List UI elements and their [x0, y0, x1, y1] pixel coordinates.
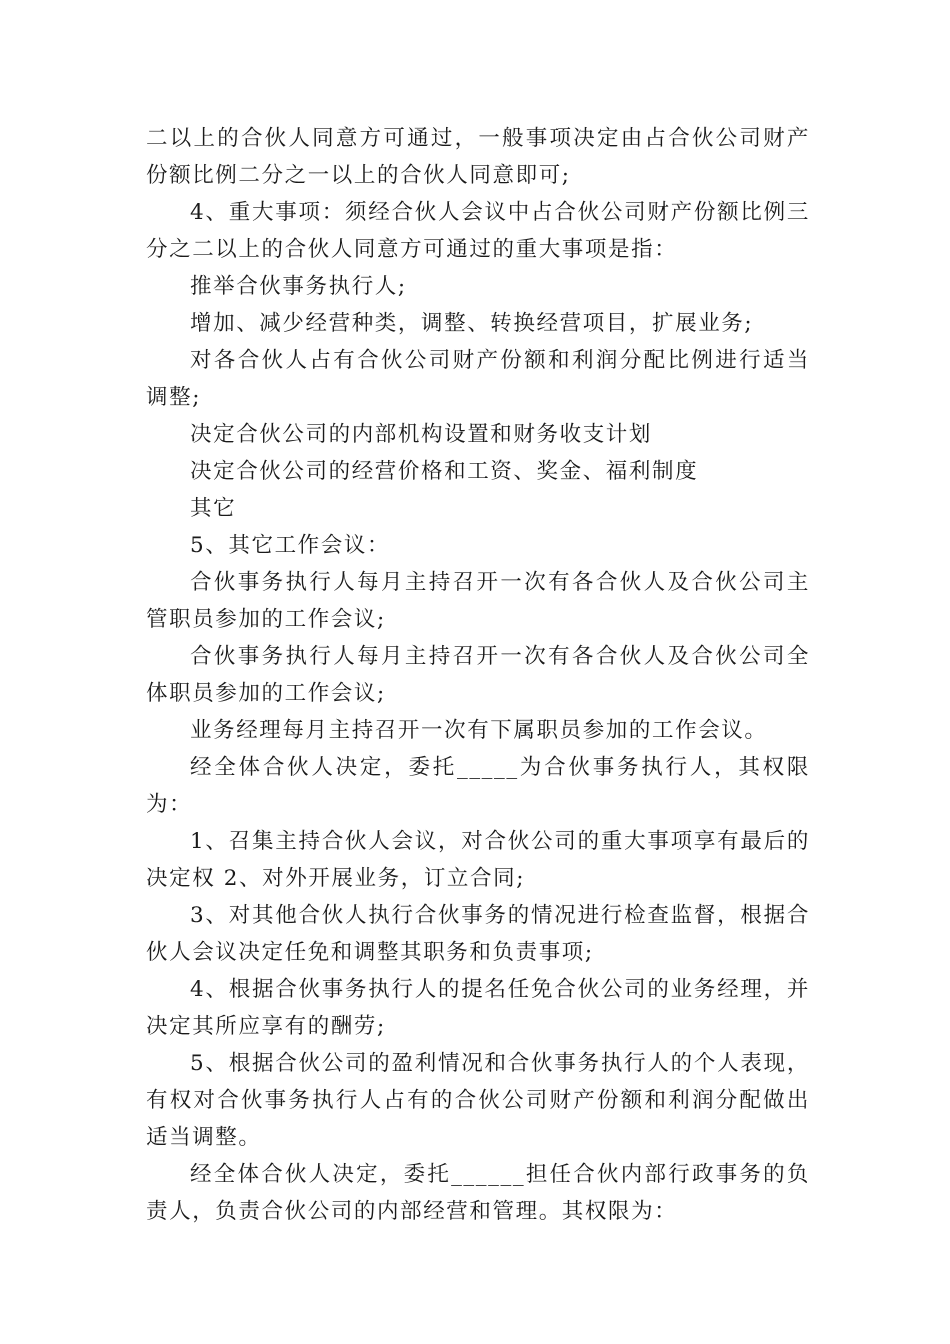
- paragraph: 决定合伙公司的经营价格和工资、奖金、福利制度: [190, 459, 699, 484]
- paragraph: 4、重大事项：须经合伙人会议中占合伙公司财产份额比例三分之二以上的合伙人同意方可通过的重大事项是指：: [146, 200, 810, 262]
- paragraph: 其它: [190, 496, 237, 521]
- paragraph: 经全体合伙人决定，委托_____为合伙事务执行人，其权限为：: [146, 755, 810, 817]
- paragraph: 1、召集主持合伙人会议，对合伙公司的重大事项享有最后的决定权 2、对外开展业务，订立合同;: [146, 829, 810, 891]
- paragraph: 合伙事务执行人每月主持召开一次有各合伙人及合伙公司主管职员参加的工作会议;: [146, 570, 810, 632]
- paragraph: 4、根据合伙事务执行人的提名任免合伙公司的业务经理，并决定其所应享有的酬劳;: [146, 977, 810, 1039]
- paragraph: 合伙事务执行人每月主持召开一次有各合伙人及合伙公司全体职员参加的工作会议;: [146, 644, 810, 706]
- paragraph: 增加、减少经营种类，调整、转换经营项目，扩展业务;: [190, 311, 754, 336]
- paragraph: 对各合伙人占有合伙公司财产份额和利润分配比例进行适当调整;: [146, 348, 810, 410]
- paragraph: 决定合伙公司的内部机构设置和财务收支计划: [190, 422, 653, 447]
- document-body: [146, 120, 810, 1230]
- paragraph: 5、其它工作会议：: [190, 533, 391, 558]
- paragraph: 3、对其他合伙人执行合伙事务的情况进行检查监督，根据合伙人会议决定任免和调整其职务和负责事项;: [146, 903, 810, 965]
- paragraph: 推举合伙事务执行人;: [190, 274, 407, 299]
- paragraph: 5、根据合伙公司的盈利情况和合伙事务执行人的个人表现，有权对合伙事务执行人占有的合伙公司财产份额和利润分配做出适当调整。: [146, 1051, 810, 1150]
- paragraph: 二以上的合伙人同意方可通过，一般事项决定由占合伙公司财产份额比例二分之一以上的合伙人同意即可;: [146, 126, 810, 188]
- paragraph: 业务经理每月主持召开一次有下属职员参加的工作会议。: [190, 718, 768, 743]
- paragraph: 经全体合伙人决定，委托______担任合伙内部行政事务的负责人，负责合伙公司的内部经营和管理。其权限为：: [146, 1162, 810, 1224]
